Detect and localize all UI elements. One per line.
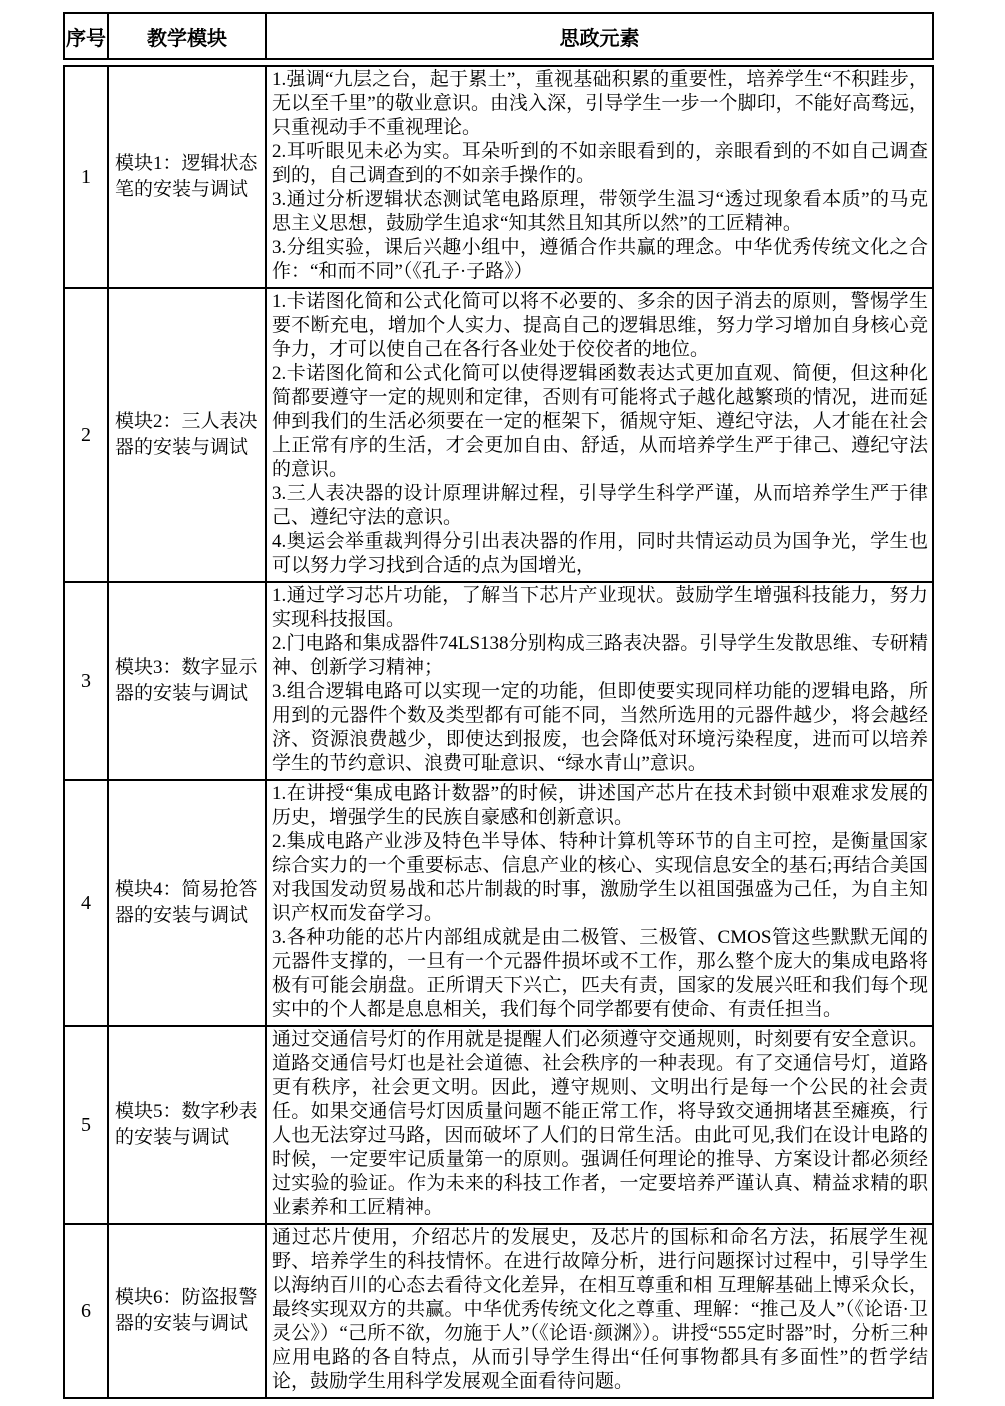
- ideology-item: 2.门电路和集成器件74LS138分别构成三路表决器。引导学生发散思维、专研精神、创新学习精神；: [272, 633, 928, 678]
- header-ideology-elements: 思政元素: [266, 13, 933, 59]
- module-name: 模块1：逻辑状态笔的安装与调试: [108, 66, 266, 288]
- header-teaching-module: 教学模块: [108, 13, 266, 59]
- ideology-item: 通过交通信号灯的作用就是提醒人们必须遵守交通规则，时刻要有安全意识。道路交通信号灯也是社会道德、社会秩序的一种表现。有了交通信号灯，道路更有秩序，社会更文明。因此，遵守规则、文明出行是每一个公民的社会责任。如果交通信号灯因质量问题不能正常工作，将导致交通拥堵甚至瘫痪，行人也无法穿过马路，因而破坏了人们的日常生活。由此可见,我们在设计电路的时候，一定要牢记质量第一的原则。强调任何理论的推导、方案设计都必须经过实验的验证。作为未来的科技工作者，一定要培养严谨认真、精益求精的职业素养和工匠精神。: [272, 1029, 928, 1218]
- module-name: 模块2：三人表决器的安装与调试: [108, 288, 266, 582]
- ideology-content: [266, 1224, 933, 1398]
- ideology-item: 3.三人表决器的设计原理讲解过程，引导学生科学严谨，从而培养学生严于律己、遵纪守法的意识。: [272, 483, 928, 528]
- module-name: 模块6：防盗报警器的安装与调试: [108, 1224, 266, 1398]
- serial-number: 3: [64, 582, 108, 780]
- table-row: [64, 1224, 933, 1398]
- ideology-content: [266, 1026, 933, 1224]
- ideology-item: 3.通过分析逻辑状态测试笔电路原理，带领学生温习“透过现象看本质”的马克思主义思想，鼓励学生追求“知其然且知其所以然”的工匠精神。: [272, 189, 928, 234]
- ideology-item: 3.分组实验，课后兴趣小组中，遵循合作共赢的理念。中华优秀传统文化之合作：“和而不同”（《孔子·子路》）: [272, 237, 928, 282]
- module-name: 模块4：简易抢答器的安装与调试: [108, 780, 266, 1026]
- ideology-item: 3.组合逻辑电路可以实现一定的功能，但即使要实现同样功能的逻辑电路，所用到的元器件个数及类型都有可能不同，当然所选用的元器件越少，将会越经济、资源浪费越少，即使达到报废，也会降低对环境污染程度，进而可以培养学生的节约意识、浪费可耻意识、“绿水青山”意识。: [272, 681, 928, 774]
- table-row: [64, 582, 933, 780]
- ideology-item: 1.卡诺图化简和公式化简可以将不必要的、多余的因子消去的原则，警惕学生要不断充电，增加个人实力、提高自己的逻辑思维，努力学习增加自身核心竞争力，才可以使自己在各行各业处于佼佼者的地位。: [272, 291, 928, 360]
- ideology-item: 通过芯片使用，介绍芯片的发展史，及芯片的国标和命名方法，拓展学生视野、培养学生的科技情怀。在进行故障分析，进行问题探讨过程中，引导学生以海纳百川的心态去看待文化差异，在相互尊重和相 互理解基础上博采众长，最终实现双方的共赢。中华优秀传统文化之尊重、理解：“推己及人”（《论语·卫灵公》）“己所不欲，勿施于人”（《论语·颜渊》）。讲授“555定时器”时，分析三种应用电路的各自特点，从而引导学生得出“任何事物都具有多面性”的哲学结论，鼓励学生用科学发展观全面看待问题。: [272, 1227, 928, 1392]
- ideology-item: 3.各种功能的芯片内部组成就是由二极管、三极管、CMOS管这些默默无闻的元器件支撑的，一旦有一个元器件损坏或不工作，那么整个庞大的集成电路将极有可能会崩盘。正所谓天下兴亡，匹夫有责，国家的发展兴旺和我们每个现实中的个人都是息息相关，我们每个同学都要有使命、有责任担当。: [272, 927, 928, 1020]
- ideology-item: 2.耳听眼见未必为实。耳朵听到的不如亲眼看到的，亲眼看到的不如自己调查到的，自己调查到的不如亲手操作的。: [272, 141, 928, 186]
- ideology-item: 1.在讲授“集成电路计数器”的时候，讲述国产芯片在技术封锁中艰难求发展的历史，增强学生的民族自豪感和创新意识。: [272, 783, 928, 828]
- module-name: 模块3：数字显示器的安装与调试: [108, 582, 266, 780]
- header-row: [64, 13, 933, 59]
- module-name: 模块5：数字秒表的安装与调试: [108, 1026, 266, 1224]
- serial-number: 4: [64, 780, 108, 1026]
- ideology-item: 2.集成电路产业涉及特色半导体、特种计算机等环节的自主可控，是衡量国家综合实力的一个重要标志、信息产业的核心、实现信息安全的基石;再结合美国对我国发动贸易战和芯片制裁的时事，激励学生以祖国强盛为己任，为自主知识产权而发奋学习。: [272, 831, 928, 924]
- table-row: [64, 288, 933, 582]
- serial-number: 6: [64, 1224, 108, 1398]
- table-row: [64, 1026, 933, 1224]
- course-ideology-table: [63, 12, 932, 1399]
- ideology-item: 2.卡诺图化简和公式化简可以使得逻辑函数表达式更加直观、简便，但这种化简都要遵守一定的规则和定律，否则有可能将式子越化越繁琐的情况，进而延伸到我们的生活必须要在一定的框架下，循规守矩、遵纪守法，人才能在社会上正常有序的生活，才会更加自由、舒适，从而培养学生严于律己、遵纪守法的意识。: [272, 363, 928, 480]
- table-row: [64, 66, 933, 288]
- header-serial-number: 序号: [64, 13, 108, 59]
- serial-number: 2: [64, 288, 108, 582]
- table-body: [63, 65, 934, 1399]
- table-row: [64, 780, 933, 1026]
- ideology-content: [266, 582, 933, 780]
- ideology-content: [266, 288, 933, 582]
- ideology-item: 4.奥运会举重裁判得分引出表决器的作用，同时共情运动员为国争光，学生也可以努力学习找到合适的点为国增光，: [272, 531, 928, 576]
- ideology-content: [266, 780, 933, 1026]
- ideology-item: 1.强调“九层之台，起于累土”，重视基础积累的重要性，培养学生“不积跬步，无以至千里”的敬业意识。由浅入深，引导学生一步一个脚印，不能好高骛远，只重视动手不重视理论。: [272, 69, 928, 138]
- ideology-content: [266, 66, 933, 288]
- ideology-item: 1.通过学习芯片功能，了解当下芯片产业现状。鼓励学生增强科技能力，努力实现科技报国。: [272, 585, 928, 630]
- serial-number: 5: [64, 1026, 108, 1224]
- serial-number: 1: [64, 66, 108, 288]
- table-header: [63, 12, 934, 60]
